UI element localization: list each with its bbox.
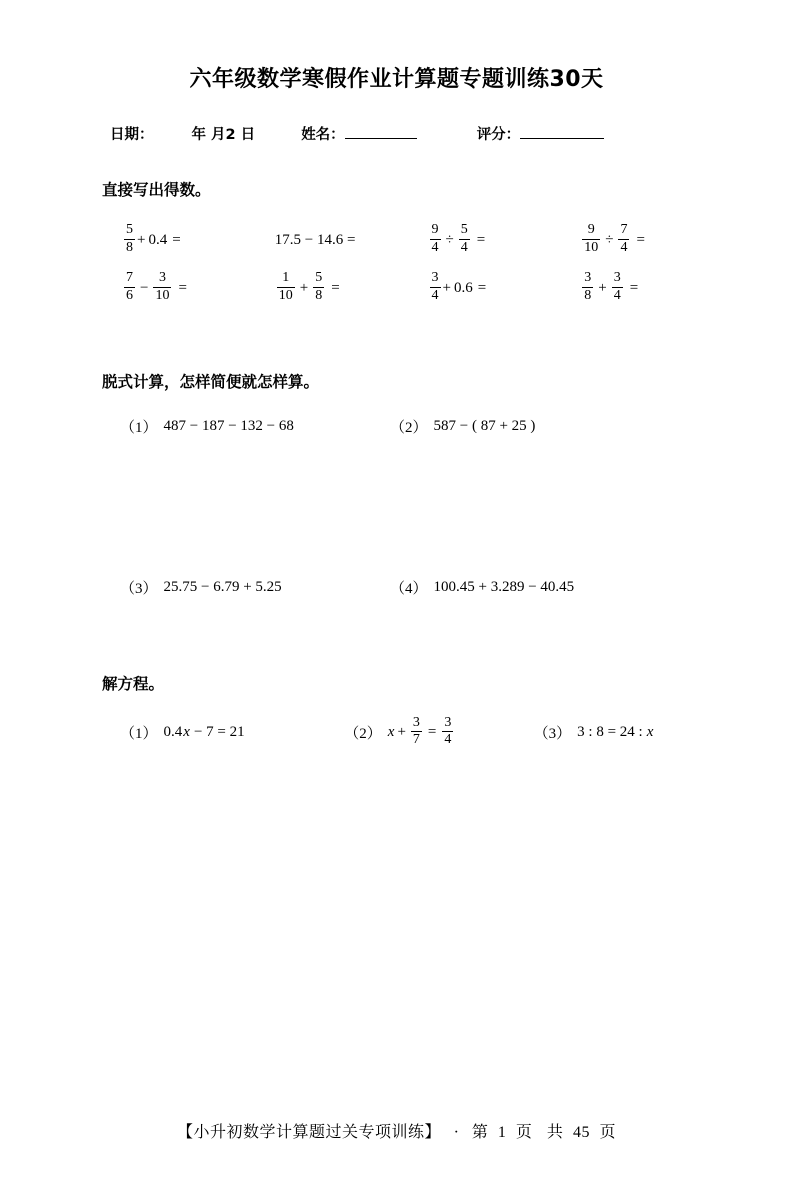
footer-page-number: 1 — [497, 1124, 507, 1141]
problem-expression: 25.75 − 6.79 + 5.25 — [163, 579, 282, 595]
fraction: $\frac{3}{4}$ — [613, 270, 621, 303]
equals: = — [636, 231, 645, 248]
fraction: $\frac{9}{10}$ — [584, 222, 599, 255]
fraction: $\frac{9}{4}$ — [431, 222, 439, 255]
operator: − — [140, 279, 149, 296]
section-heading-oral: 直接写出得数。 — [102, 181, 211, 199]
equals: = — [331, 279, 340, 296]
oral-problems-block — [60, 216, 733, 312]
worksheet-page — [0, 62, 793, 1184]
operator: ÷ — [445, 231, 454, 248]
expression: 3 : 8 = 24 : — [577, 724, 643, 741]
oral-problem[interactable] — [122, 271, 275, 304]
footer-dot: · — [453, 1124, 460, 1141]
fraction: $\frac{3}{8}$ — [584, 270, 592, 303]
variable: x — [646, 724, 654, 741]
fraction: $\frac{3}{10}$ — [155, 270, 170, 303]
oral-row — [122, 216, 733, 264]
calc-problem[interactable] — [390, 577, 660, 598]
name-label: 姓名： — [301, 127, 345, 143]
operator: ÷ — [605, 231, 614, 248]
equation-problem[interactable] — [120, 722, 344, 743]
oral-problem[interactable] — [580, 223, 733, 256]
fraction: $\frac{7}{6}$ — [126, 270, 133, 303]
equals: = — [629, 279, 639, 296]
operator: + — [137, 231, 146, 248]
equals: = — [178, 279, 187, 296]
fraction: $\frac{7}{4}$ — [620, 222, 628, 255]
equation-problem[interactable] — [534, 722, 733, 743]
footer-total-number: 45 — [572, 1124, 590, 1141]
operator: + — [299, 279, 309, 296]
section-heading-stepwise: 脱式计算，怎样简便就怎样算。 — [102, 373, 320, 391]
info-row — [60, 123, 733, 144]
problem-label: （3） — [533, 726, 572, 743]
calc-row — [60, 416, 733, 437]
operator: + — [598, 279, 607, 296]
problem-label: （1） — [120, 726, 158, 743]
calc-problem[interactable] — [120, 416, 390, 437]
problem-label: （3） — [120, 581, 158, 597]
problem-label: （4） — [390, 581, 428, 597]
score-input-blank[interactable] — [520, 124, 604, 139]
footer-total-unit: 页 — [599, 1124, 616, 1141]
operator: + — [442, 279, 451, 296]
footer-page-prefix: 第 — [471, 1124, 489, 1141]
oral-row — [122, 264, 733, 312]
calc-problem[interactable] — [390, 416, 660, 437]
page-footer — [0, 1119, 793, 1142]
operand: 0.4 — [148, 231, 168, 248]
footer-page-unit: 页 — [515, 1124, 533, 1141]
operator: + — [397, 724, 406, 741]
oral-problem[interactable] — [275, 271, 428, 304]
variable: x — [183, 724, 190, 741]
expression: 17.5 − 14.6 = — [274, 231, 356, 248]
oral-problem[interactable] — [122, 223, 275, 256]
date-value[interactable]: 年 月2 日 — [191, 127, 256, 143]
variable: x — [387, 724, 395, 741]
problem-expression: 100.45 + 3.289 − 40.45 — [433, 579, 575, 595]
coefficient: 0.4 — [163, 724, 183, 741]
calc-row — [60, 577, 733, 598]
equation-problem[interactable] — [344, 716, 533, 749]
problem-expression: 487 − 187 − 132 − 68 — [163, 418, 294, 434]
oral-problem[interactable] — [580, 271, 733, 304]
expression-rest: − 7 = 21 — [193, 724, 245, 741]
footer-total-prefix: 共 — [546, 1124, 564, 1141]
fraction: $\frac{5}{8}$ — [315, 270, 323, 303]
fraction: $\frac{1}{10}$ — [278, 270, 293, 303]
problem-label: （2） — [390, 420, 428, 436]
date-label: 日期： — [110, 127, 154, 143]
equals: = — [172, 231, 181, 248]
fraction: $\frac{3}{4}$ — [444, 715, 452, 748]
page-title: 六年级数学寒假作业计算题专题训练30天 — [189, 67, 604, 92]
section-heading-equations: 解方程。 — [102, 675, 165, 693]
name-input-blank[interactable] — [345, 124, 417, 139]
problem-expression: 587 − ( 87 + 25 ) — [433, 418, 536, 434]
oral-problem[interactable] — [428, 271, 581, 304]
score-label: 评分： — [476, 127, 521, 143]
footer-title: 【小升初数学计算题过关专项训练】 — [177, 1124, 442, 1141]
equals: = — [427, 724, 437, 741]
fraction: $\frac{5}{8}$ — [126, 222, 133, 255]
equation-row — [60, 716, 733, 749]
oral-problem[interactable] — [428, 223, 581, 256]
fraction: $\frac{5}{4}$ — [460, 222, 468, 255]
fraction: $\frac{3}{7}$ — [412, 715, 420, 748]
calc-problem[interactable] — [120, 577, 390, 598]
equals: = — [476, 231, 486, 248]
problem-label: （2） — [344, 726, 382, 743]
equals: = — [477, 279, 487, 296]
operand: 0.6 — [453, 279, 473, 296]
oral-problem[interactable] — [275, 232, 428, 249]
fraction: $\frac{3}{4}$ — [431, 270, 439, 303]
problem-label: （1） — [120, 420, 158, 436]
